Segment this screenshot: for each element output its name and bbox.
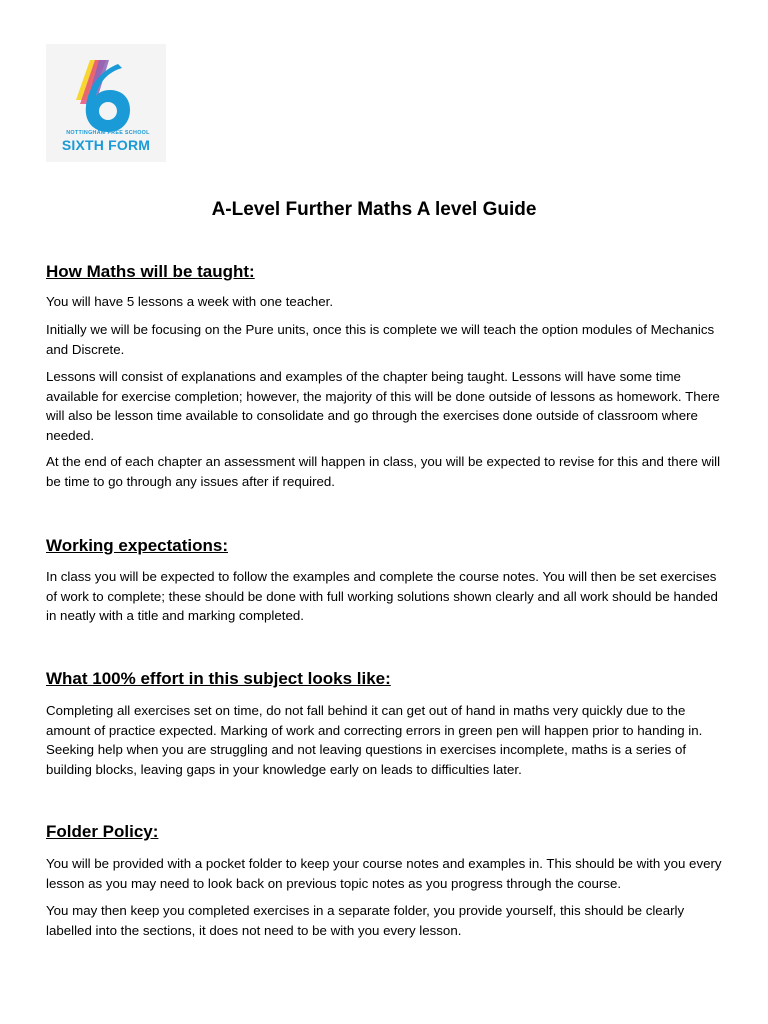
section-heading-working-expectations: Working expectations:: [46, 536, 228, 555]
section-heading-effort: What 100% effort in this subject looks like:: [46, 669, 391, 688]
paragraph: You will have 5 lessons a week with one teacher.: [46, 294, 334, 309]
school-logo: [46, 44, 166, 162]
paragraph: Lessons will consist of explanations and examples of the chapter being taught. Lessons will have some time available for exercise completion; however, the majority of this will be done outside of lessons as homework. There will also be lesson time available to consolidate and go through the exercises done outside of classroom where needed.: [46, 369, 720, 443]
paragraph: You may then keep you completed exercises in a separate folder, you provide yourself, this should be clearly labelled into the sections, it does not need to be with you every lesson.: [46, 903, 685, 938]
paragraph: At the end of each chapter an assessment will happen in class, you will be expected to revise for this and there will be time to go through any issues after if required.: [46, 454, 721, 489]
section-heading-folder-policy: Folder Policy:: [46, 822, 159, 841]
paragraph: In class you will be expected to follow the examples and complete the course notes. You will then be set exercises of work to complete; these should be done with full working solutions shown clearly and all work should be handed in neatly with a title and marking completed.: [46, 569, 718, 623]
paragraph: Completing all exercises set on time, do not fall behind it can get out of hand in maths very quickly due to the amount of practice expected. Marking of work and correcting errors in green pen will happen prior to handing in. Seeking help when you are struggling and not leaving questions in exercises incomplete, maths is a series of building blocks, leaving gaps in your knowledge early on leads to difficulties later.: [46, 703, 703, 777]
document-title: A-Level Further Maths A level Guide: [211, 199, 537, 220]
paragraph: You will be provided with a pocket folder to keep your course notes and examples in. This should be with you every lesson as you may need to look back on previous topic notes as you progress through the course.: [46, 856, 722, 891]
section-heading-teaching: How Maths will be taught:: [46, 262, 255, 281]
logo-school-line: NOTTINGHAM FREE SCHOOL: [66, 130, 150, 136]
logo-name-line: SIXTH FORM: [61, 137, 151, 153]
paragraph: Initially we will be focusing on the Pure units, once this is complete we will teach the option modules of Mechanics and Discrete.: [46, 322, 715, 357]
